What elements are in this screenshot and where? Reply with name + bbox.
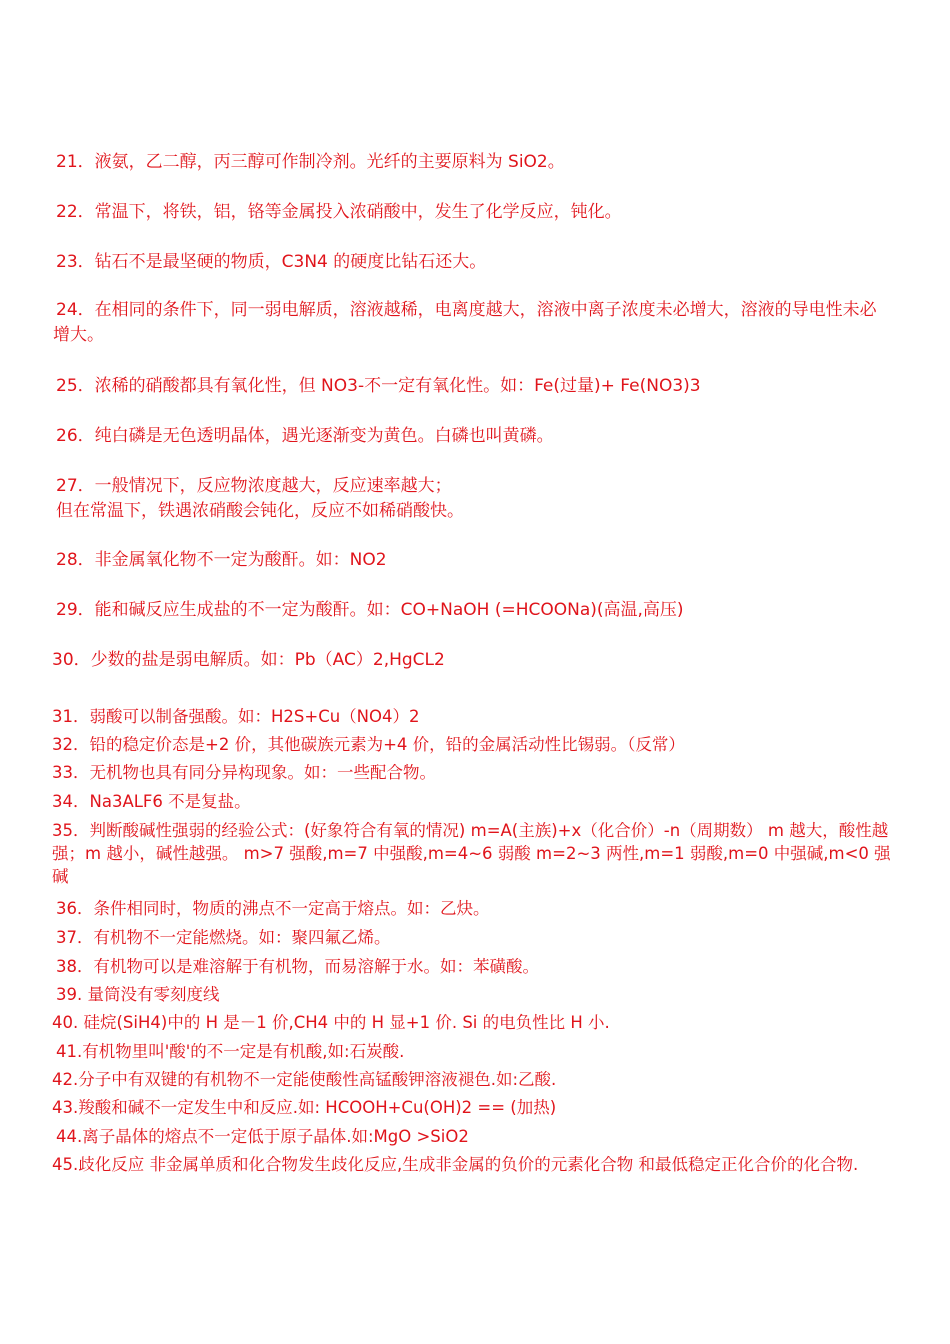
item-43: 43.羧酸和碱不一定发生中和反应.如: HCOOH+Cu(OH)2 == (加热) bbox=[52, 1098, 557, 1117]
item-32: 32．铅的稳定价态是+2 价，其他碳族元素为+4 价，铅的金属活动性比锡弱。（反常） bbox=[52, 735, 685, 754]
item-21: 21．液氨，乙二醇，丙三醇可作制冷剂。光纤的主要原料为 SiO2。 bbox=[56, 152, 565, 172]
item-27-line-2: 但在常温下，铁遇浓硝酸会钝化，反应不如稀硝酸快。 bbox=[56, 501, 464, 521]
item-37: 37．有机物不一定能燃烧。如：聚四氟乙烯。 bbox=[56, 928, 391, 947]
item-33: 33．无机物也具有同分异构现象。如：一些配合物。 bbox=[52, 763, 436, 782]
item-30: 30．少数的盐是弱电解质。如：Pb（AC）2,HgCL2 bbox=[52, 650, 445, 670]
item-44: 44.离子晶体的熔点不一定低于原子晶体.如:MgO >SiO2 bbox=[56, 1127, 469, 1146]
item-29: 29．能和碱反应生成盐的不一定为酸酐。如：CO+NaOH (=HCOONa)(高温,高压) bbox=[56, 600, 684, 620]
item-39: 39. 量筒没有零刻度线 bbox=[56, 985, 220, 1004]
item-35: 35．判断酸碱性强弱的经验公式：(好象符合有氧的情况) m=A(主族)+x（化合价）-n（周期数） m 越大，酸性越强；m 越小，碱性越强。 m>7 强酸,m=7 中强酸,m=4~6 弱酸 m=2~3 两性,m=1 弱酸,m=0 中强碱,m<0 强碱 bbox=[52, 821, 891, 886]
item-31: 31．弱酸可以制备强酸。如：H2S+Cu（NO4）2 bbox=[52, 707, 420, 726]
item-27-line-1: 27．一般情况下，反应物浓度越大，反应速率越大； bbox=[56, 476, 452, 496]
item-24: 24．在相同的条件下，同一弱电解质，溶液越稀，电离度越大，溶液中离子浓度未必增大，溶液的导电性未必增大。 bbox=[53, 300, 877, 345]
item-26: 26．纯白磷是无色透明晶体，遇光逐渐变为黄色。白磷也叫黄磷。 bbox=[56, 426, 554, 446]
item-23: 23．钻石不是最坚硬的物质，C3N4 的硬度比钻石还大。 bbox=[56, 252, 487, 272]
item-40: 40. 硅烷(SiH4)中的 H 是－1 价,CH4 中的 H 显+1 价. Si 的电负性比 H 小. bbox=[52, 1013, 610, 1032]
item-22: 22．常温下，将铁，铝，铬等金属投入浓硝酸中，发生了化学反应，钝化。 bbox=[56, 202, 622, 222]
item-41: 41.有机物里叫'酸'的不一定是有机酸,如:石炭酸. bbox=[56, 1042, 405, 1061]
item-42: 42.分子中有双键的有机物不一定能使酸性高锰酸钾溶液褪色.如:乙酸. bbox=[52, 1070, 557, 1089]
item-25: 25．浓稀的硝酸都具有氧化性，但 NO3-不一定有氧化性。如：Fe(过量)+ Fe(NO3)3 bbox=[56, 376, 701, 396]
item-45: 45.歧化反应 非金属单质和化合物发生歧化反应,生成非金属的负价的元素化合物 和最低稳定正化合价的化合物. bbox=[52, 1155, 859, 1174]
item-28: 28．非金属氧化物不一定为酸酐。如：NO2 bbox=[56, 550, 387, 570]
item-36: 36．条件相同时，物质的沸点不一定高于熔点。如：乙炔。 bbox=[56, 899, 490, 918]
item-34: 34．Na3ALF6 不是复盐。 bbox=[52, 792, 251, 811]
item-38: 38．有机物可以是难溶解于有机物，而易溶解于水。如：苯磺酸。 bbox=[56, 957, 539, 976]
